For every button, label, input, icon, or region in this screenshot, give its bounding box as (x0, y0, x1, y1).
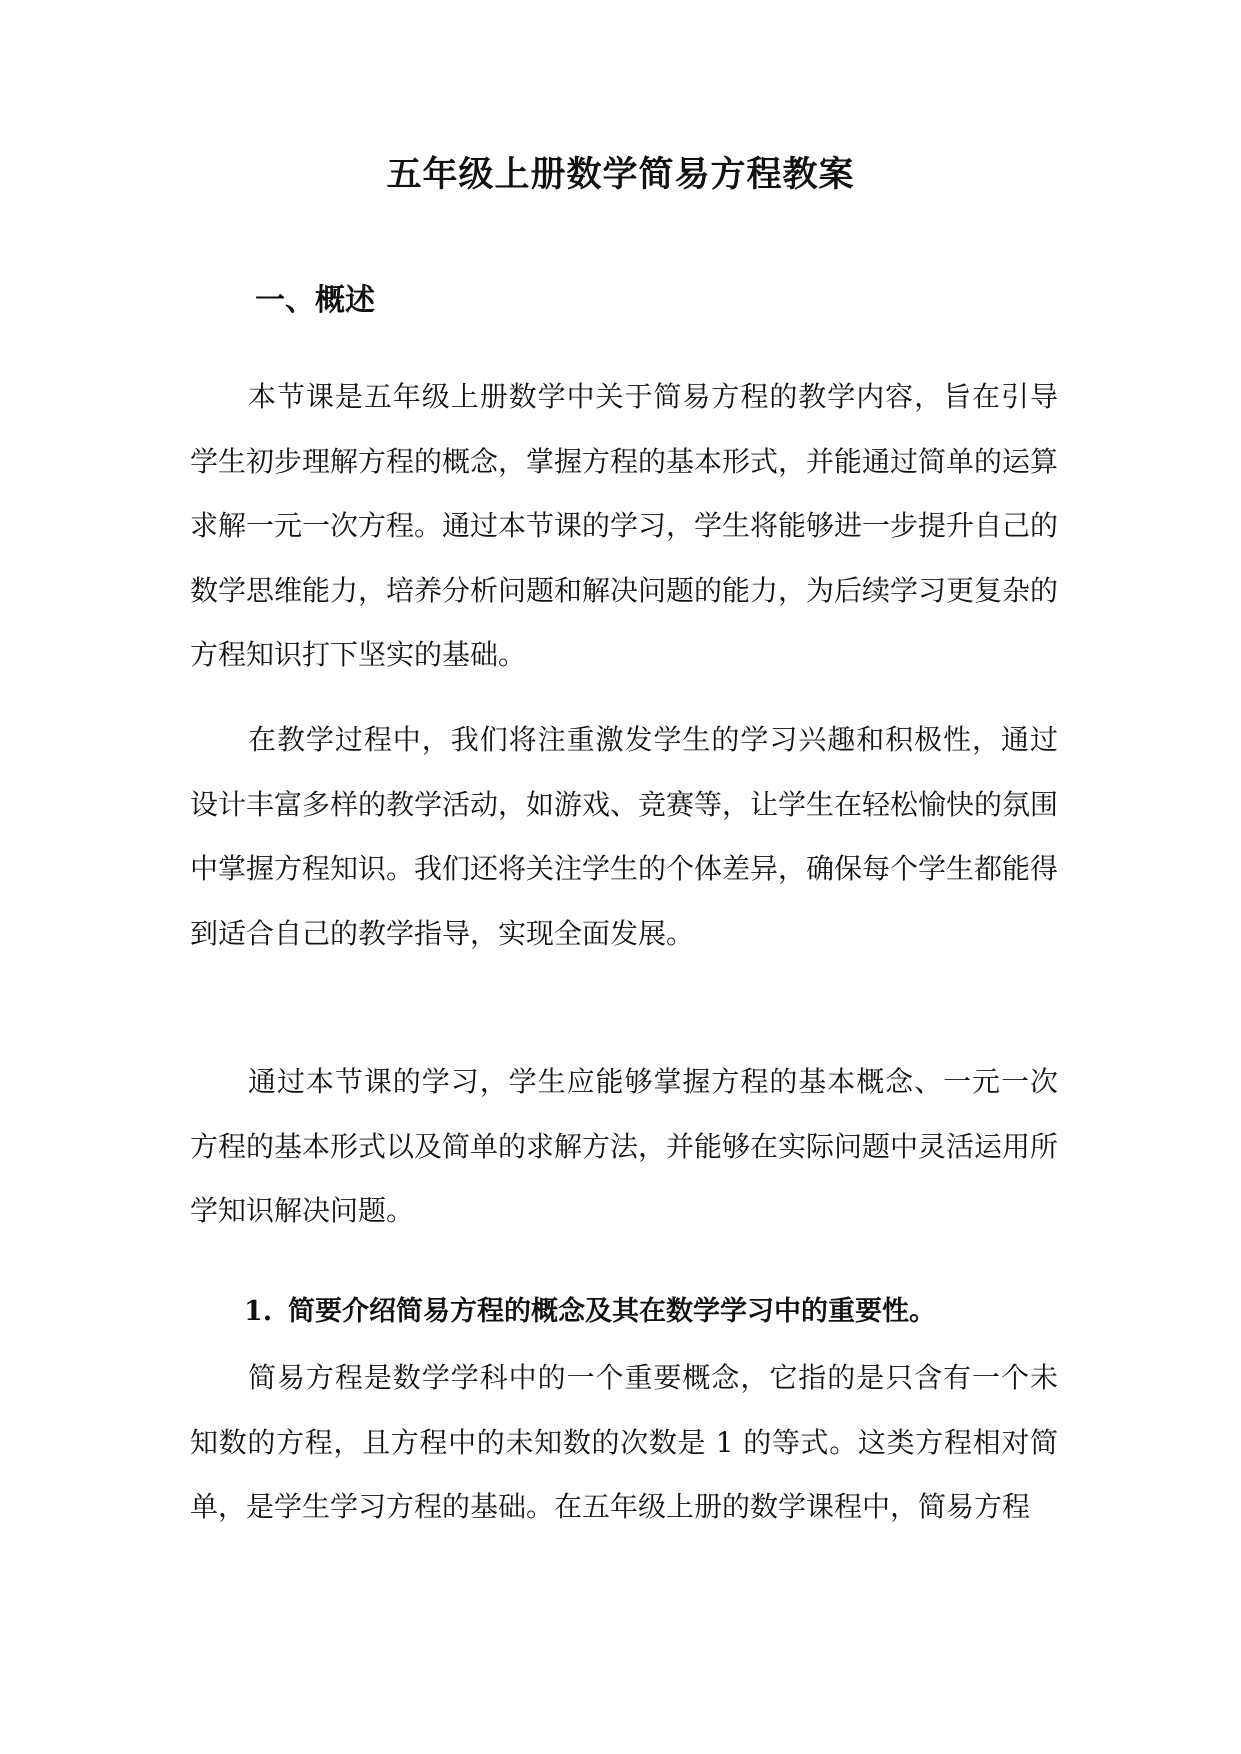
document-title: 五年级上册数学简易方程教案 (386, 154, 855, 195)
subsection-heading (244, 1290, 936, 1334)
paragraph: 本节课是五年级上册数学中关于简易方程的教学内容，旨在引导学生初步理解方程的概念，掌握方程的基本形式，并能通过简单的运算求解一元一次方程。通过本节课的学习，学生将能够进一步提升自己的数学思维能力，培养分析问题和解决问题的能力，为后续学习更复杂的方程知识打下坚实的基础。 (190, 380, 1059, 671)
paragraph: 通过本节课的学习，学生应能够掌握方程的基本概念、一元一次方程的基本形式以及简单的求解方法，并能够在实际问题中灵活运用所学知识解决问题。 (190, 1065, 1059, 1227)
section-heading: 一、概述 (255, 283, 375, 318)
subsection-heading-text: 简要介绍简易方程的概念及其在数学学习中的重要性。 (288, 1296, 936, 1327)
paragraph: 简易方程是数学学科中的一个重要概念，它指的是只含有一个未知数的方程，且方程中的未知数的次数是 1 的等式。这类方程相对简单，是学生学习方程的基础。在五年级上册的数学课程中，简易方程 (190, 1361, 1058, 1523)
subsection-number: 1. (244, 1296, 273, 1327)
paragraph: 在教学过程中，我们将注重激发学生的学习兴趣和积极性，通过设计丰富多样的教学活动，如游戏、竞赛等，让学生在轻松愉快的氛围中掌握方程知识。我们还将关注学生的个体差异，确保每个学生都能得到适合自己的教学指导，实现全面发展。 (190, 723, 1059, 950)
